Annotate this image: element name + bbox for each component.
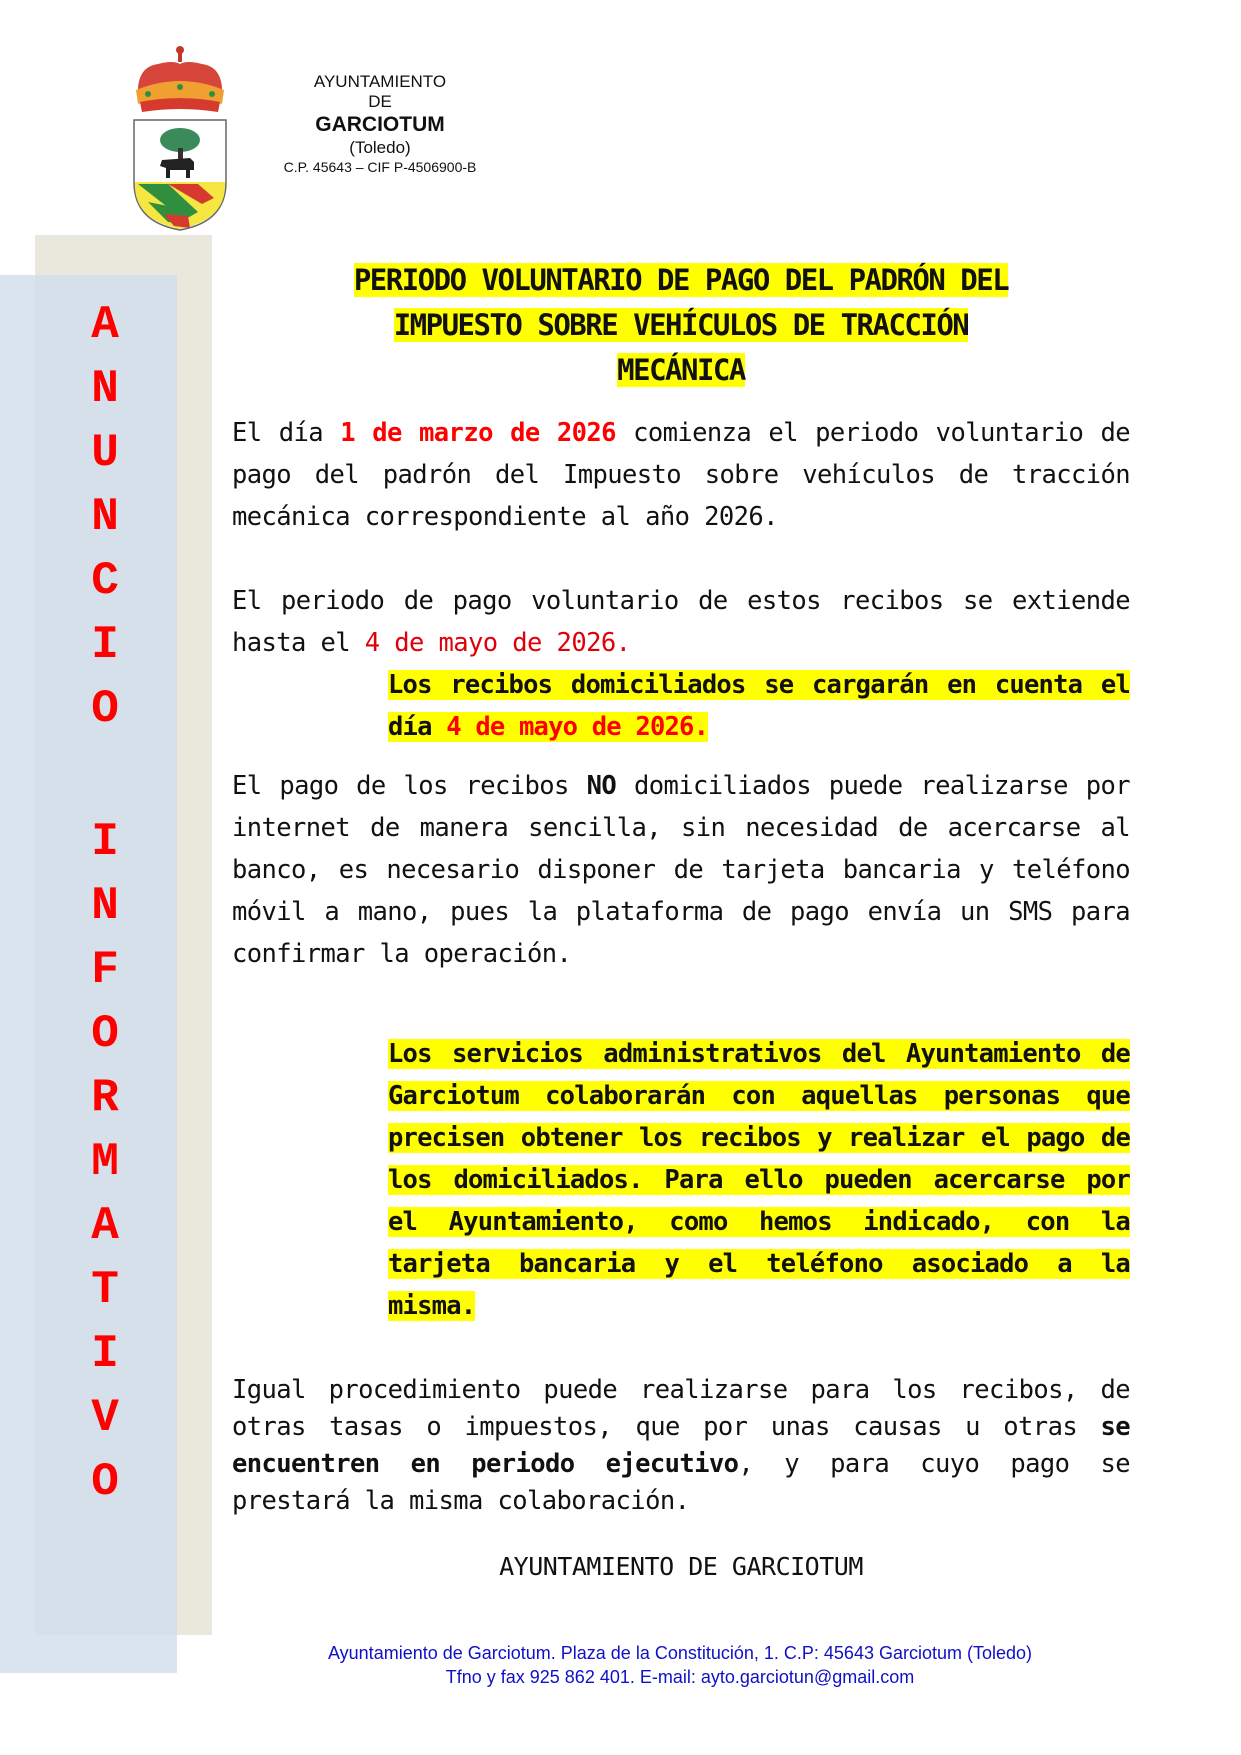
header-line-ayuntamiento: AYUNTAMIENTO [313, 72, 447, 91]
highlight1-text: Los recibos domiciliados se cargarán en cuenta el día [388, 670, 1130, 742]
banner-letter: I [91, 816, 119, 868]
title-line-3: MECÁNICA [617, 353, 745, 387]
banner-letter: C [91, 555, 119, 607]
p3-bold-no: NO [586, 771, 617, 801]
title-line-1: PERIODO VOLUNTARIO DE PAGO DEL PADRÓN DEL [353, 263, 1009, 297]
banner-letter: O [91, 1456, 119, 1508]
banner-letter: A [91, 299, 119, 351]
title-line-2: IMPUESTO SOBRE VEHÍCULOS DE TRACCIÓN [393, 308, 969, 342]
footer-address: Ayuntamiento de Garciotum. Plaza de la Constitución, 1. C.P: 45643 Garciotum (Toledo) [327, 1643, 1033, 1663]
banner-letter: I [91, 619, 119, 671]
p4-bold: se encuentren en periodo ejecutivo [232, 1412, 1130, 1479]
p1-text-pre: El día [232, 418, 341, 448]
banner-letter: T [91, 1264, 119, 1316]
banner-letter: N [91, 363, 119, 415]
end-date: 4 de mayo de 2026. [364, 628, 631, 658]
paragraph-start-date [232, 412, 1130, 538]
banner-letter: O [91, 683, 119, 735]
p3-text-pre: El pago de los recibos [232, 771, 587, 801]
paragraph-end-date [232, 580, 1130, 664]
banner-letter: N [91, 880, 119, 932]
banner-letter: U [91, 427, 119, 479]
highlight-domiciled-charge [388, 664, 1130, 748]
banner-letter: N [91, 491, 119, 543]
p3-text-post: domiciliados puede realizarse por internet de manera sencilla, sin necesidad de acercarse al banco, es necesario disponer de tarjeta bancaria y teléfono móvil a mano, pues la plataforma de pago envía un SMS para confirmar la operación. [232, 771, 1130, 969]
header-province: (Toledo) [349, 138, 411, 157]
banner-letter: V [91, 1392, 119, 1444]
banner-letter: I [91, 1328, 119, 1380]
highlight-assistance [388, 1033, 1130, 1327]
highlight2-text: Los servicios administrativos del Ayuntamiento de Garciotum colaborarán con aquellas personas que precisen obtener los recibos y realizar el pago de los domiciliados. Para ello pueden acercarse por el Ayuntamiento, como hemos indicado, con la tarjeta bancaria y el teléfono asociado a la misma. [388, 1039, 1130, 1321]
banner-letter: R [91, 1072, 119, 1124]
paragraph-online-payment [232, 765, 1130, 975]
coat-of-arms-icon [128, 42, 232, 232]
footer-phone-email: Tfno y fax 925 862 401. E-mail: ayto.garciotun@gmail.com [445, 1667, 915, 1687]
header-ids: C.P. 45643 – CIF P-4506900-B [283, 159, 477, 175]
start-date: 1 de marzo de 2026 [340, 418, 616, 448]
banner-letter: O [91, 1008, 119, 1060]
p4-text-post: , y para cuyo pago se prestará la misma colaboración. [232, 1449, 1130, 1516]
p2-text-pre: El periodo de pago voluntario de estos recibos se extiende hasta el [232, 586, 1130, 658]
p4-text-pre: Igual procedimiento puede realizarse para los recibos, de otras tasas o impuestos, que por unas causas u otras [232, 1375, 1130, 1442]
p1-text-post: comienza el periodo voluntario de pago del padrón del Impuesto sobre vehículos de tracción mecánica correspondiente al año 2026. [232, 418, 1130, 532]
page-title [232, 258, 1130, 393]
paragraph-executive-period [232, 1372, 1130, 1520]
banner-letter: M [91, 1136, 119, 1188]
signature: AYUNTAMIENTO DE GARCIOTUM [499, 1552, 863, 1581]
banner-letter: A [91, 1200, 119, 1252]
footer-contact [200, 1641, 1160, 1689]
header-line-de: DE [368, 92, 392, 111]
banner-letter: F [91, 944, 119, 996]
municipality-header [240, 72, 520, 176]
header-town-name: GARCIOTUM [315, 113, 445, 136]
charge-date: 4 de mayo de 2026. [446, 712, 709, 742]
